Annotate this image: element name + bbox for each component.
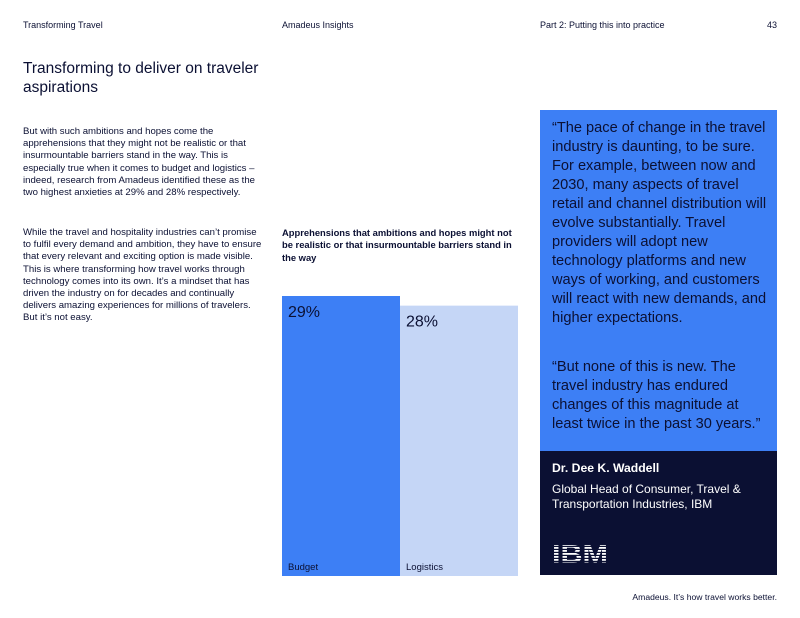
attribution-role: Global Head of Consumer, Travel & Transportation Industries, IBM: [552, 482, 741, 511]
bar-logistics: [400, 306, 518, 576]
attribution-panel: [540, 451, 777, 575]
body-paragraph-1: But with such ambitions and hopes come the apprehensions that they might not be realistic or that insurmountable barriers stand in the way. This is especially true when it comes to budget and logistics – indeed, research from Amadeus identified these as the two highest anxieties at 29% and 28% respectively.: [23, 126, 255, 199]
bar-budget: [282, 296, 400, 576]
running-header-publication: Amadeus Insights: [282, 20, 354, 30]
quote-paragraph-2: “But none of this is new. The travel industry has endured changes of this magnitude at least twice in the past 30 years.”: [552, 359, 761, 432]
bar-chart: [282, 270, 522, 576]
svg-text:IBM: IBM: [552, 541, 608, 565]
attribution-name: Dr. Dee K. Waddell: [552, 461, 660, 475]
category-label-logistics: Logistics: [406, 562, 443, 573]
chart-title: Apprehensions that ambitions and hopes might not be realistic or that insurmountable barriers stand in the way: [282, 227, 512, 263]
value-label-logistics: 28%: [406, 313, 439, 331]
running-header-title: Transforming Travel: [23, 20, 103, 30]
value-label-budget: 29%: [288, 304, 321, 321]
ibm-logo: [552, 541, 610, 565]
quote-paragraph-1: “The pace of change in the travel industry is daunting, to be sure. For example, between now and 2030, many aspects of travel retail and channel distribution will evolve substantially. Travel providers will adopt new technology platforms and new ways of working, and customers will react with new demands, and higher expectations.: [552, 120, 767, 326]
running-header-section: Part 2: Putting this into practice: [540, 20, 665, 30]
category-label-budget: Budget: [288, 562, 319, 573]
page-title: Transforming to deliver on traveler aspirations: [23, 60, 259, 96]
page-number: 43: [766, 20, 777, 30]
footer-tagline: Amadeus. It’s how travel works better.: [632, 592, 777, 602]
body-paragraph-2: While the travel and hospitality industries can’t promise to fulfil every demand and ambition, they have to ensure that every relevant and exciting option is made visible. This is where transforming how travel works through technology comes into its own. It’s a mindset that has driven the industry on for decades and continually delivers amazing experiences for millions of travelers. But it’s not easy.: [23, 227, 262, 324]
